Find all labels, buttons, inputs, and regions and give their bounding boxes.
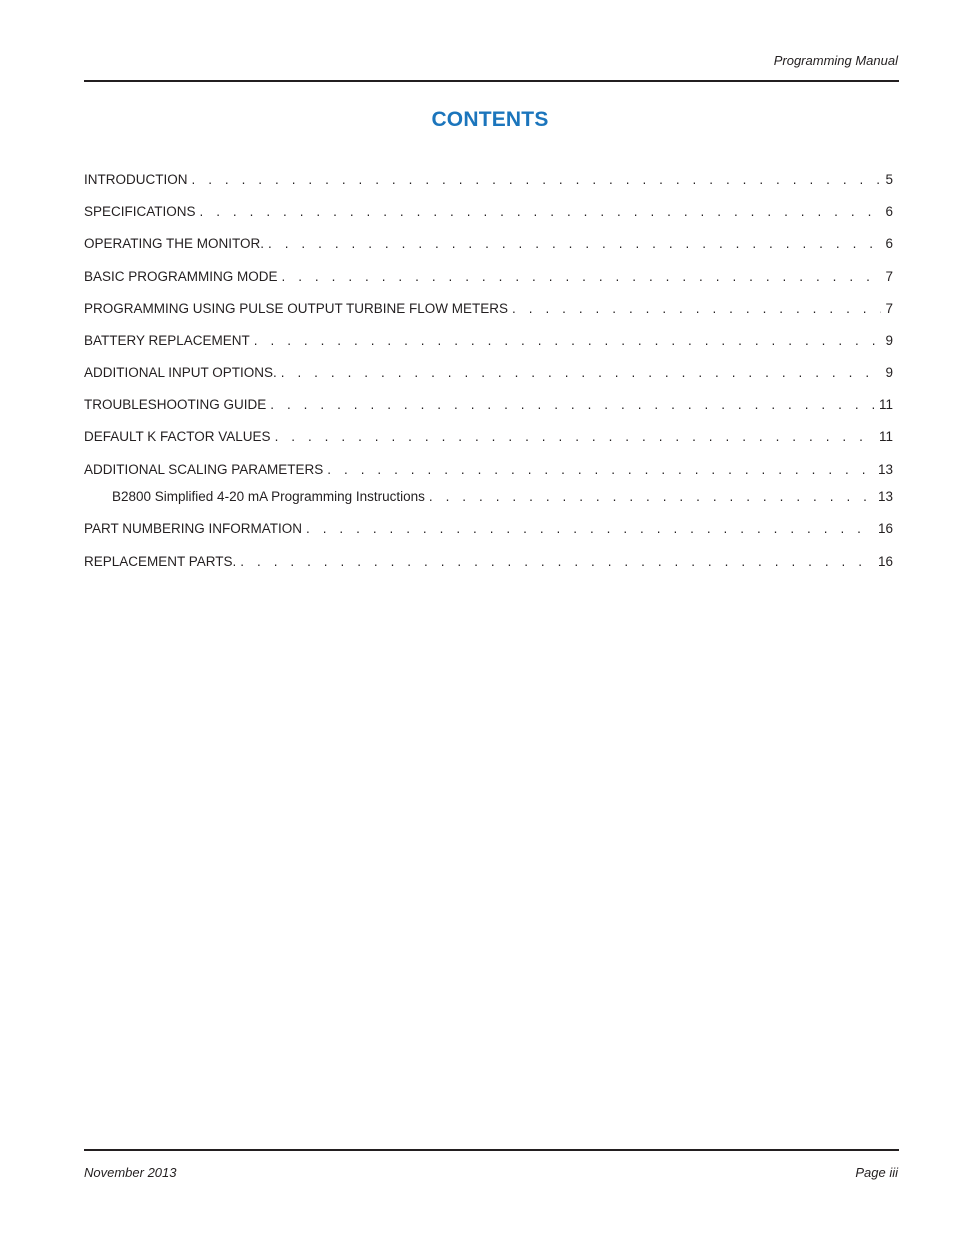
page-title: CONTENTS <box>431 108 549 131</box>
toc-entry-label: OPERATING THE MONITOR. <box>84 236 265 251</box>
toc-entry[interactable] <box>84 552 893 572</box>
toc-entry[interactable] <box>84 460 893 480</box>
toc-leader-dots <box>281 363 882 383</box>
toc-leader-dots <box>268 234 881 254</box>
toc-entry-label: B2800 Simplified 4-20 mA Programming Instructions <box>112 489 425 504</box>
header-rule <box>84 80 899 82</box>
toc-leader-dots <box>275 427 875 447</box>
toc-entry[interactable] <box>84 363 893 383</box>
footer-date: November 2013 <box>84 1165 177 1180</box>
toc-leader-dots <box>429 487 874 507</box>
toc-entry-label: INTRODUCTION <box>84 172 188 187</box>
toc-leader-dots <box>240 552 874 572</box>
toc-entry-label: ADDITIONAL INPUT OPTIONS. <box>84 365 277 380</box>
toc-leader-dots <box>200 202 882 222</box>
toc-entry-page: 16 <box>877 554 893 569</box>
footer-rule <box>84 1149 899 1151</box>
toc-entry[interactable] <box>84 331 893 351</box>
toc-entry[interactable] <box>84 519 893 539</box>
toc-leader-dots <box>327 460 874 480</box>
toc-entry-page: 7 <box>885 301 893 316</box>
toc-entry-page: 6 <box>885 204 893 219</box>
toc-entry-label: TROUBLESHOOTING GUIDE <box>84 397 267 412</box>
toc-entry[interactable] <box>84 170 893 190</box>
running-header: Programming Manual <box>773 53 898 68</box>
toc-entry-page: 7 <box>885 269 893 284</box>
toc-entry-page: 11 <box>878 397 893 412</box>
footer-page-number: Page iii <box>855 1165 898 1180</box>
toc-entry-page: 11 <box>878 429 893 444</box>
toc-entry-page: 13 <box>877 462 893 477</box>
toc-entry-label: BATTERY REPLACEMENT <box>84 333 250 348</box>
toc-entry[interactable] <box>84 234 893 254</box>
toc-entry-page: 9 <box>885 365 893 380</box>
toc-leader-dots <box>282 267 882 287</box>
toc-entry[interactable] <box>84 427 893 447</box>
toc-leader-dots <box>512 299 881 319</box>
toc-entry-label: REPLACEMENT PARTS. <box>84 554 237 569</box>
toc-entry-page: 13 <box>877 489 893 504</box>
toc-entry-label: ADDITIONAL SCALING PARAMETERS <box>84 462 324 477</box>
toc-entry-page: 9 <box>885 333 893 348</box>
toc-entry[interactable] <box>84 395 893 415</box>
toc-entry-label: DEFAULT K FACTOR VALUES <box>84 429 271 444</box>
toc-leader-dots <box>306 519 874 539</box>
toc-subentry[interactable] <box>112 487 893 507</box>
toc-entry[interactable] <box>84 299 893 319</box>
toc-entry-page: 6 <box>885 236 893 251</box>
toc-entry-page: 5 <box>885 172 893 187</box>
toc-entry-label: PART NUMBERING INFORMATION <box>84 521 303 536</box>
toc-entry[interactable] <box>84 202 893 222</box>
toc-leader-dots <box>270 395 875 415</box>
toc-entry-label: BASIC PROGRAMMING MODE <box>84 269 278 284</box>
toc-entry[interactable] <box>84 267 893 287</box>
toc-entry-page: 16 <box>877 521 893 536</box>
toc-entry-label: SPECIFICATIONS <box>84 204 196 219</box>
toc-leader-dots <box>192 170 882 190</box>
toc-leader-dots <box>254 331 882 351</box>
toc-entry-label: PROGRAMMING USING PULSE OUTPUT TURBINE FLOW METERS <box>84 301 509 316</box>
